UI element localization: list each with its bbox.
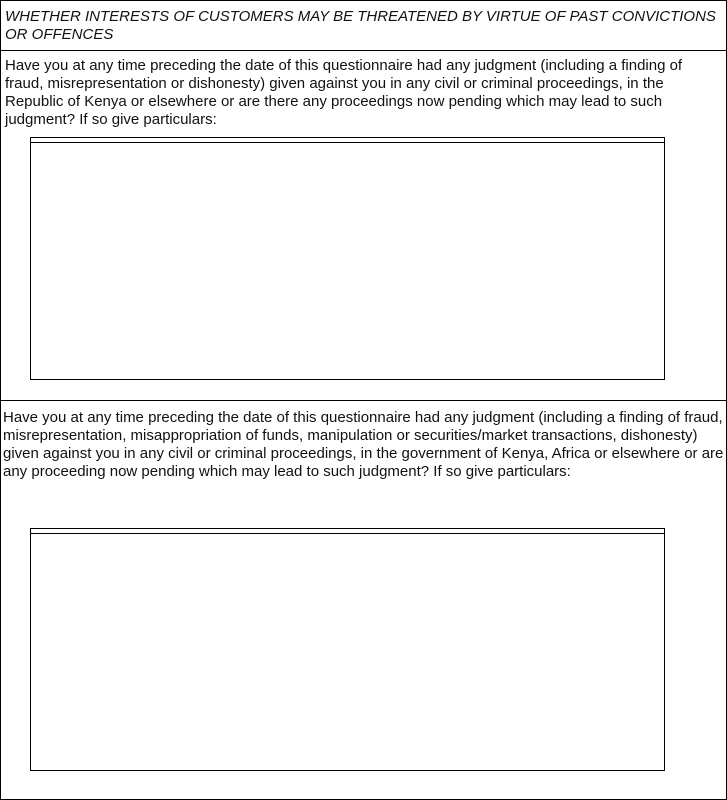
question-2-cell (0, 400, 727, 800)
question-1-text: Have you at any time preceding the date of this questionnaire had any judgment (including a finding of fraud, misrepresentation or dishonesty) given against you in any civil or criminal proceedings, in the Republic of Kenya or elsewhere or are there any proceedings now pending which may lead to such judgment? If so give particulars: (5, 57, 683, 128)
section-heading-cell (0, 0, 727, 51)
question-2-text: Have you at any time preceding the date of this questionnaire had any judgment (including a finding of fraud, misrepresentation, misappropriation of funds, manipulation or securities/market transactions, dishonesty) given against you in any civil or criminal proceedings, in the government of Kenya, Africa or elsewhere or are any proceeding now pending which may lead to such judgment? If so give particulars: (3, 409, 724, 480)
section-heading: WHETHER INTERESTS OF CUSTOMERS MAY BE THREATENED BY VIRTUE OF PAST CONVICTIONS OR OFFENCES (5, 8, 716, 43)
question-1-answer-field[interactable] (30, 137, 665, 380)
question-2-answer-field[interactable] (30, 528, 665, 771)
question-1-cell (0, 50, 727, 401)
